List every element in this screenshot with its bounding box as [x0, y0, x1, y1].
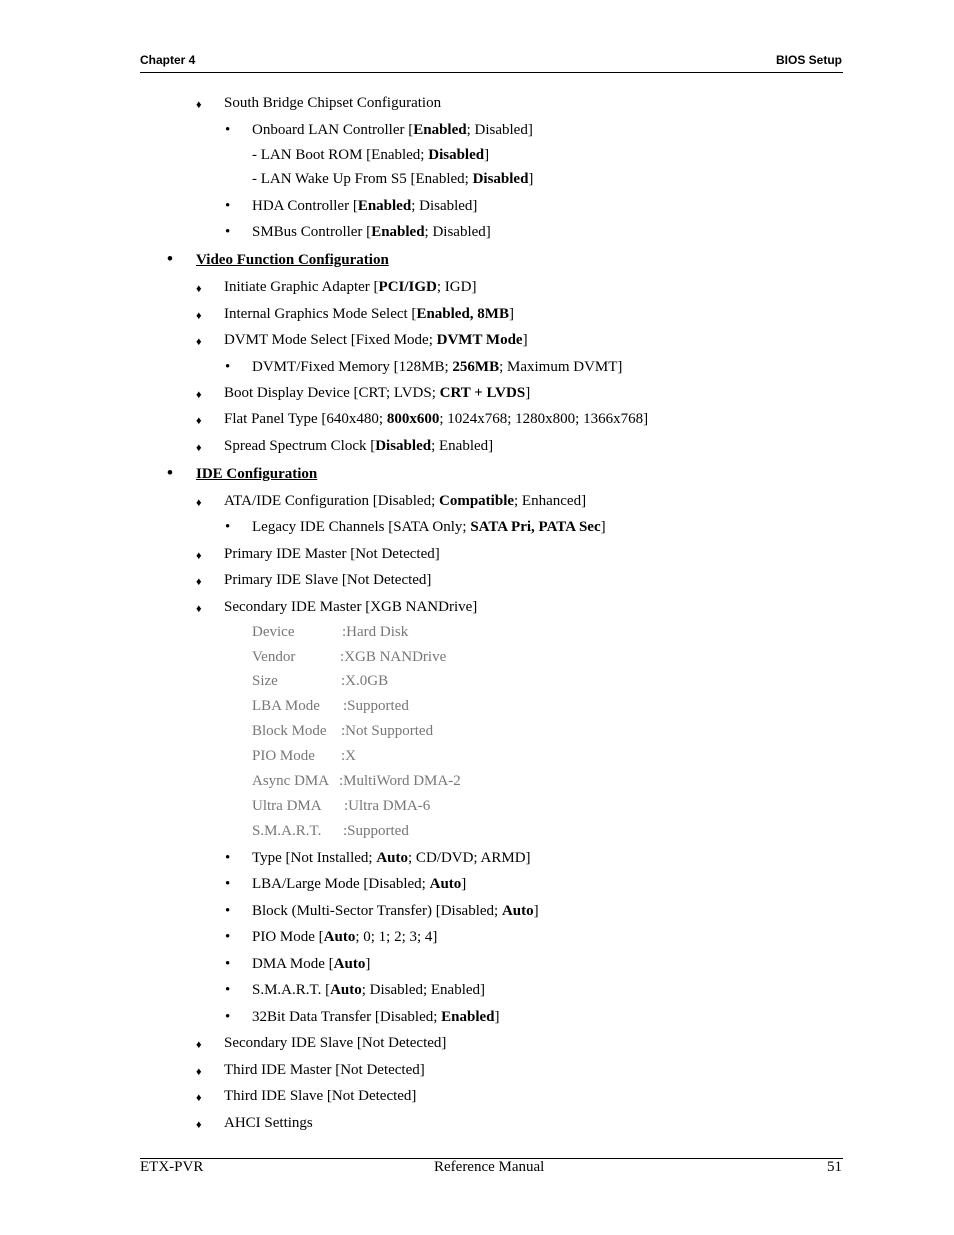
hda-prefix: HDA Controller [ [252, 198, 358, 214]
lba-default: Auto [429, 876, 462, 892]
type-prefix: Type [Not Installed; [252, 850, 377, 866]
dot-bullet-icon: • [225, 850, 231, 866]
dvmt-suffix: ] [522, 332, 528, 348]
item-third-master: Third IDE Master [Not Detected] [224, 1062, 425, 1078]
lanrom-prefix: - LAN Boot ROM [Enabled; [252, 147, 429, 163]
flat-default: 800x600 [386, 411, 440, 427]
diamond-bullet-icon: ♦ [196, 415, 202, 427]
igms-default: Enabled, 8MB [416, 306, 509, 322]
hda-suffix: ; Disabled] [411, 198, 478, 214]
lan-default: Enabled [413, 122, 467, 138]
device-info-value: :X [341, 748, 356, 764]
item-dvmt-mode [224, 331, 528, 349]
item-dvmt-memory [252, 358, 622, 376]
diamond-bullet-icon: ♦ [196, 576, 202, 588]
device-info-value: :Supported [343, 698, 409, 714]
dvmtmem-default: 256MB [452, 359, 500, 375]
diamond-bullet-icon: ♦ [196, 442, 202, 454]
dot-bullet-icon: • [225, 1009, 231, 1025]
section-label: BIOS Setup [775, 53, 842, 67]
diamond-bullet-icon: ♦ [196, 1066, 202, 1078]
ata-suffix: ; Enhanced] [514, 493, 587, 509]
footer-product: ETX-PVR [140, 1159, 204, 1175]
item-smart [252, 981, 485, 999]
device-info-value: :Supported [343, 823, 409, 839]
dot-bullet-icon: • [225, 929, 231, 945]
dot-bullet-icon: • [225, 956, 231, 972]
device-info-value: :X.0GB [341, 673, 389, 689]
diamond-bullet-icon: ♦ [196, 497, 202, 509]
smart-suffix: ; Disabled; Enabled] [361, 982, 486, 998]
lanwake-suffix: ] [528, 171, 534, 187]
device-info-value: :XGB NANDrive [340, 649, 447, 665]
device-info-label: Async DMA [252, 773, 330, 789]
dot-bullet-icon: • [225, 224, 231, 240]
item-third-slave: Third IDE Slave [Not Detected] [224, 1088, 417, 1104]
diamond-bullet-icon: ♦ [196, 550, 202, 562]
device-info-value: :Hard Disk [342, 624, 409, 640]
pio-prefix: PIO Mode [ [252, 929, 324, 945]
ssc-prefix: Spread Spectrum Clock [ [224, 438, 376, 454]
device-info-label: Vendor [252, 649, 296, 665]
device-info-value: :Ultra DMA-6 [344, 798, 431, 814]
boot-default: CRT + LVDS [439, 385, 526, 401]
device-info-label: PIO Mode [252, 748, 315, 764]
smbus-suffix: ; Disabled] [424, 224, 491, 240]
footer-doc-title: Reference Manual [434, 1159, 545, 1175]
flat-prefix: Flat Panel Type [640x480; [224, 411, 387, 427]
smbus-prefix: SMBus Controller [ [252, 224, 372, 240]
block-prefix: Block (Multi-Sector Transfer) [Disabled; [252, 903, 502, 919]
lan-suffix: ; Disabled] [466, 122, 533, 138]
hda-default: Enabled [357, 198, 412, 214]
dot-bullet-icon: • [225, 903, 231, 919]
item-lan-boot-rom [252, 146, 489, 164]
boot-suffix: ] [525, 385, 531, 401]
smbus-default: Enabled [371, 224, 425, 240]
legacy-default: SATA Pri, PATA Sec [470, 519, 601, 535]
section-video: Video Function Configuration [196, 252, 389, 268]
item-spread-spectrum [224, 437, 493, 455]
iga-suffix: ; IGD] [436, 279, 477, 295]
item-legacy-ide [252, 518, 606, 536]
header-rule [140, 72, 843, 73]
dot-bullet-icon: • [225, 519, 231, 535]
lba-suffix: ] [461, 876, 467, 892]
bit32-suffix: ] [494, 1009, 500, 1025]
diamond-bullet-icon: ♦ [196, 603, 202, 615]
item-secondary-slave: Secondary IDE Slave [Not Detected] [224, 1035, 447, 1051]
item-lba-large [252, 875, 466, 893]
bit32-prefix: 32Bit Data Transfer [Disabled; [252, 1009, 442, 1025]
ssc-default: Disabled [375, 438, 432, 454]
lan-prefix: Onboard LAN Controller [ [252, 122, 414, 138]
section-ide: IDE Configuration [196, 466, 318, 482]
device-info-label: Device [252, 624, 295, 640]
block-default: Auto [501, 903, 534, 919]
lanwake-default: Disabled [472, 171, 529, 187]
item-32bit [252, 1008, 500, 1026]
item-south-bridge: South Bridge Chipset Configuration [224, 95, 442, 111]
device-info-value: :Not Supported [341, 723, 434, 739]
ata-prefix: ATA/IDE Configuration [Disabled; [224, 493, 440, 509]
item-lan-wake [252, 170, 533, 188]
item-hda [252, 197, 477, 215]
device-info-value: :MultiWord DMA-2 [339, 773, 461, 789]
dot-bullet-icon: • [225, 359, 231, 375]
dvmt-default: DVMT Mode [436, 332, 523, 348]
device-info-label: Block Mode [252, 723, 327, 739]
item-ahci: AHCI Settings [224, 1115, 313, 1131]
dvmtmem-suffix: ; Maximum DVMT] [499, 359, 623, 375]
device-info-label: LBA Mode [252, 698, 320, 714]
bit32-default: Enabled [441, 1009, 495, 1025]
ata-default: Compatible [439, 493, 515, 509]
boot-prefix: Boot Display Device [CRT; LVDS; [224, 385, 440, 401]
section-bullet-icon: • [167, 249, 173, 268]
item-boot-display [224, 384, 530, 402]
legacy-prefix: Legacy IDE Channels [SATA Only; [252, 519, 471, 535]
diamond-bullet-icon: ♦ [196, 310, 202, 322]
lba-prefix: LBA/Large Mode [Disabled; [252, 876, 430, 892]
lanrom-suffix: ] [484, 147, 490, 163]
dma-default: Auto [333, 956, 366, 972]
dot-bullet-icon: • [225, 876, 231, 892]
lanrom-default: Disabled [428, 147, 485, 163]
igms-prefix: Internal Graphics Mode Select [ [224, 306, 417, 322]
dot-bullet-icon: • [225, 198, 231, 214]
diamond-bullet-icon: ♦ [196, 389, 202, 401]
diamond-bullet-icon: ♦ [196, 283, 202, 295]
dma-prefix: DMA Mode [ [252, 956, 334, 972]
smart-default: Auto [330, 982, 362, 998]
pio-suffix: ; 0; 1; 2; 3; 4] [355, 929, 438, 945]
legacy-suffix: ] [600, 519, 606, 535]
device-info-label: Ultra DMA [252, 798, 322, 814]
item-type [252, 849, 531, 867]
item-internal-graphics [224, 305, 514, 323]
pio-default: Auto [323, 929, 356, 945]
dot-bullet-icon: • [225, 122, 231, 138]
item-block [252, 902, 539, 920]
iga-prefix: Initiate Graphic Adapter [ [224, 279, 379, 295]
section-bullet-icon: • [167, 463, 173, 482]
chapter-label: Chapter 4 [140, 53, 196, 67]
lanwake-prefix: - LAN Wake Up From S5 [Enabled; [252, 171, 473, 187]
item-pio [252, 928, 437, 946]
item-initiate-graphic [224, 278, 476, 296]
diamond-bullet-icon: ♦ [196, 99, 202, 111]
dot-bullet-icon: • [225, 982, 231, 998]
device-info-label: S.M.A.R.T. [252, 823, 322, 839]
item-primary-slave: Primary IDE Slave [Not Detected] [224, 572, 432, 588]
flat-suffix: ; 1024x768; 1280x800; 1366x768] [439, 411, 649, 427]
dvmt-prefix: DVMT Mode Select [Fixed Mode; [224, 332, 437, 348]
item-secondary-master: Secondary IDE Master [XGB NANDrive] [224, 599, 478, 615]
type-suffix: ; CD/DVD; ARMD] [408, 850, 531, 866]
device-info-label: Size [252, 673, 278, 689]
block-suffix: ] [533, 903, 539, 919]
item-onboard-lan [252, 121, 533, 139]
item-dma [252, 955, 370, 973]
item-primary-master: Primary IDE Master [Not Detected] [224, 546, 440, 562]
diamond-bullet-icon: ♦ [196, 1039, 202, 1051]
item-flat-panel [224, 410, 648, 428]
dma-suffix: ] [365, 956, 371, 972]
iga-default: PCI/IGD [378, 279, 437, 295]
diamond-bullet-icon: ♦ [196, 1119, 202, 1131]
item-smbus [252, 223, 491, 241]
page-number: 51 [827, 1159, 842, 1175]
ssc-suffix: ; Enabled] [431, 438, 494, 454]
diamond-bullet-icon: ♦ [196, 336, 202, 348]
igms-suffix: ] [508, 306, 514, 322]
diamond-bullet-icon: ♦ [196, 1092, 202, 1104]
smart-prefix: S.M.A.R.T. [ [252, 982, 331, 998]
item-ata-ide [224, 492, 586, 510]
dvmtmem-prefix: DVMT/Fixed Memory [128MB; [252, 359, 453, 375]
type-default: Auto [376, 850, 409, 866]
